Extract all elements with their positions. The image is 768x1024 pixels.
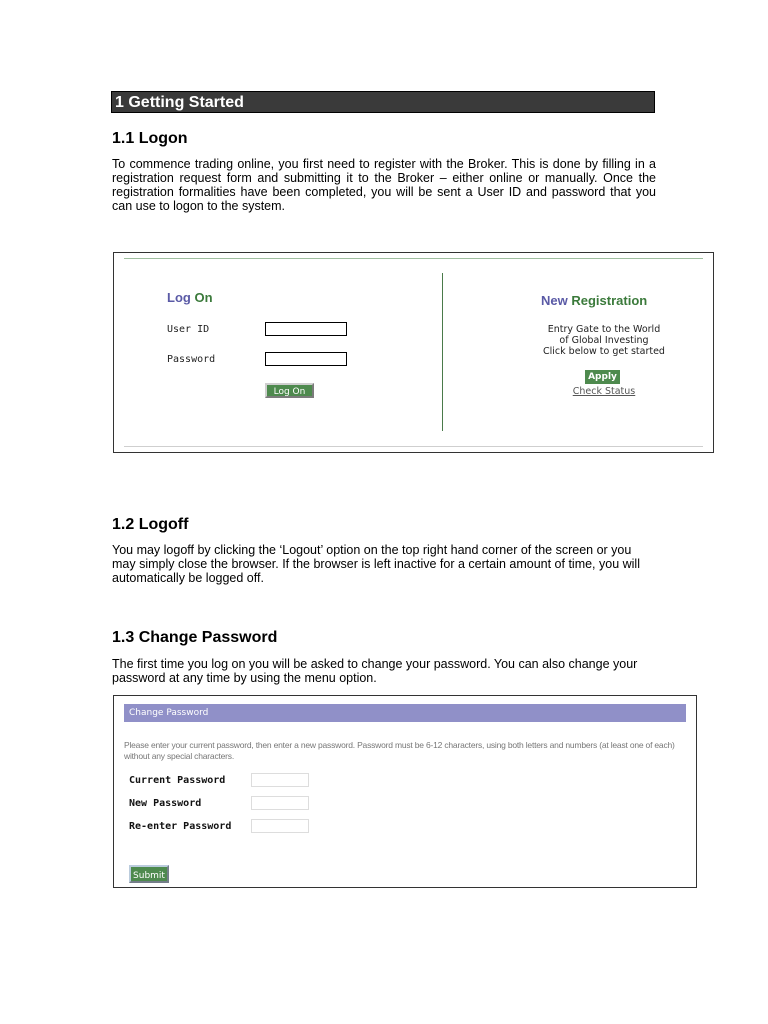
new-registration-line: Entry Gate to the World (547, 324, 661, 335)
new-registration-title-registration: Registration (571, 293, 648, 308)
reenter-password-input[interactable] (251, 819, 309, 833)
new-registration-line: of Global Investing (559, 335, 649, 346)
current-password-input[interactable] (251, 773, 309, 787)
apply-button[interactable]: Apply (585, 370, 620, 384)
check-status-link[interactable]: Check Status (572, 386, 636, 397)
log-on-button[interactable]: Log On (265, 383, 314, 398)
logon-title-log: Log (167, 290, 191, 305)
new-password-input[interactable] (251, 796, 309, 810)
user-id-input[interactable] (265, 322, 347, 336)
paragraph-logoff: You may logoff by clicking the ‘Logout’ option on the top right hand corner of the screen or you may simply close the browser. If the browser is left inactive for a certain amount of time, you will automatically be logged off. (112, 543, 640, 585)
logon-title-on: On (194, 290, 213, 305)
change-password-description: Please enter your current password, then enter a new password. Password must be 6-12 characters, using both letters and numbers (at least one of each) without any special characters. (124, 740, 675, 761)
submit-button[interactable]: Submit (129, 865, 169, 883)
current-password-label: Current Password (129, 775, 226, 786)
new-registration-title (541, 293, 647, 308)
new-registration-line: Click below to get started (543, 346, 665, 357)
user-id-label: User ID (167, 324, 210, 335)
change-password-screenshot (113, 695, 697, 888)
logon-title (167, 290, 213, 305)
section-heading-change-password: 1.3 Change Password (112, 629, 278, 646)
paragraph-logon: To commence trading online, you first need to register with the Broker. This is done by filling in a registration request form and submitting it to the Broker – either online or manually. Once the registration formalities have been completed, you will be sent a User ID and password that you can use to logon to the system. (112, 157, 656, 213)
password-label: Password (167, 354, 216, 365)
section-heading-logon: 1.1 Logon (112, 130, 188, 147)
paragraph-change-password: The first time you log on you will be asked to change your password. You can also change your password at any time by using the menu option. (112, 657, 638, 685)
chapter-title: 1 Getting Started (111, 91, 655, 113)
password-input[interactable] (265, 352, 347, 366)
divider-line (124, 258, 703, 259)
change-password-header: Change Password (124, 704, 686, 722)
logon-screenshot (113, 252, 714, 453)
divider-line (124, 446, 703, 447)
new-password-label: New Password (129, 798, 202, 809)
reenter-password-label: Re-enter Password (129, 821, 232, 832)
new-registration-text (514, 324, 694, 357)
vertical-divider (442, 273, 443, 431)
section-heading-logoff: 1.2 Logoff (112, 516, 189, 533)
new-registration-title-new: New (541, 293, 568, 308)
